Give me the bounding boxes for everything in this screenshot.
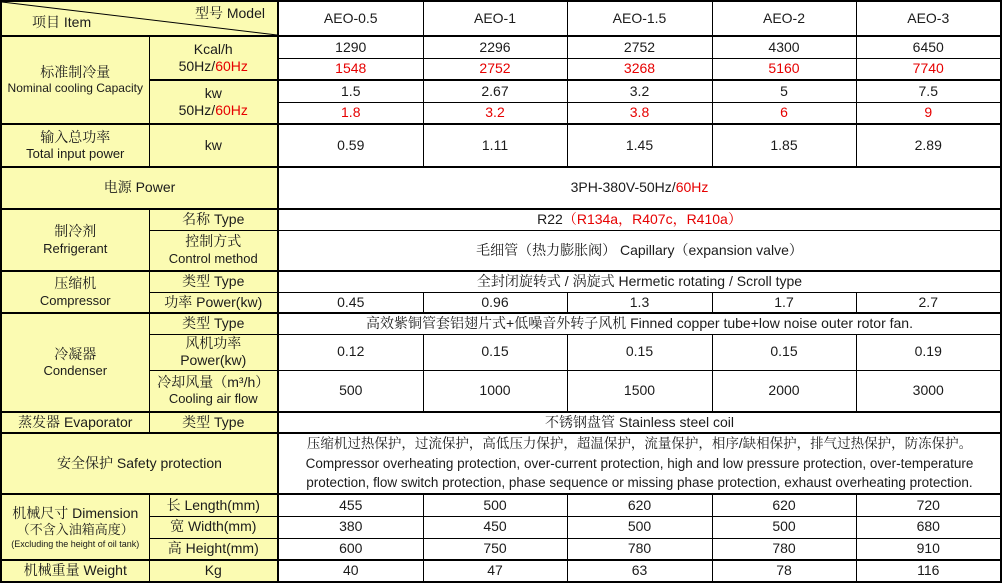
label-power-supply: 电源 Power	[1, 167, 278, 209]
row-evaporator	[1, 412, 1001, 433]
label-dimension-cn: 机械尺寸 Dimension	[12, 504, 139, 521]
kcal-freq	[152, 58, 276, 76]
value-cell: 2000	[712, 370, 856, 412]
row-weight	[1, 560, 1001, 582]
value-cell: 2.67	[423, 80, 567, 102]
value-cell-60hz: 1.8	[278, 102, 423, 124]
value-cell: 1.85	[712, 124, 856, 167]
value-cell: 4300	[712, 36, 856, 58]
value-cell: 1290	[278, 36, 423, 58]
value-cell-60hz: 5160	[712, 58, 856, 80]
label-condenser-type: 类型 Type	[149, 313, 278, 334]
value-cell-60hz: 7740	[856, 58, 1001, 80]
label-safety: 安全保护 Safety protection	[1, 433, 278, 494]
kcal-unit: Kcal/h	[193, 40, 233, 57]
value-cell: 0.15	[712, 334, 856, 370]
value-cell: 63	[567, 560, 712, 582]
safety-text-en: Compressor overheating protection, over-current protection, high and low pressure protection, over-temperature protection, flow switch protection, phase sequence or missing phase protection, exhaust overheating protection.	[305, 455, 974, 491]
label-refrigerant-en: Refrigerant	[43, 240, 108, 256]
label-compressor-type: 类型 Type	[149, 271, 278, 292]
row-air-flow	[1, 370, 1001, 412]
label-control-method	[149, 230, 278, 271]
row-refrigerant-name	[1, 209, 1001, 230]
value-cell: 380	[278, 516, 423, 538]
value-cell: 600	[278, 538, 423, 560]
label-input-power-unit: kw	[149, 124, 278, 167]
value-cell: 116	[856, 560, 1001, 582]
value-cell: 450	[423, 516, 567, 538]
row-kcal-50hz	[1, 36, 1001, 58]
label-kcal-unit	[149, 36, 278, 80]
row-width	[1, 516, 1001, 538]
freq-50hz: 50Hz/	[178, 102, 216, 118]
row-input-power	[1, 124, 1001, 167]
value-control-method: 毛细管（热力膨胀阀） Capillary（expansion valve）	[278, 230, 1001, 271]
value-cell: 78	[712, 560, 856, 582]
label-air-flow-en: Cooling air flow	[168, 391, 258, 407]
label-length: 长 Length(mm)	[149, 494, 278, 516]
label-refrigerant-cn: 制冷剂	[54, 223, 97, 240]
kw-unit: kw	[204, 84, 222, 101]
model-header-aeo-1.5: AEO-1.5	[567, 1, 712, 36]
value-compressor-type: 全封闭旋转式 / 涡旋式 Hermetic rotating / Scroll type	[278, 271, 1001, 292]
label-air-flow-cn: 冷却风量（m³/h）	[157, 373, 270, 390]
value-cell-60hz: 2752	[423, 58, 567, 80]
label-dimension-note-en: (Excluding the height of oil tank)	[11, 538, 140, 549]
value-cell: 750	[423, 538, 567, 560]
label-air-flow	[149, 370, 278, 412]
value-cell: 1.45	[567, 124, 712, 167]
value-cell: 6450	[856, 36, 1001, 58]
value-cell-60hz: 3268	[567, 58, 712, 80]
value-cell-60hz: 9	[856, 102, 1001, 124]
value-cell: 0.12	[278, 334, 423, 370]
value-cell: 720	[856, 494, 1001, 516]
power-supply-50hz: 3PH-380V-50Hz/	[570, 179, 676, 196]
value-cell-60hz: 6	[712, 102, 856, 124]
power-supply-60hz: 60Hz	[675, 179, 709, 196]
label-cooling-cn: 标准制冷量	[40, 63, 111, 80]
refrigerant-r22: R22	[537, 211, 563, 227]
label-input-power	[1, 124, 149, 167]
label-height: 高 Height(mm)	[149, 538, 278, 560]
kw-freq	[152, 102, 276, 120]
value-cell: 620	[712, 494, 856, 516]
value-cell: 780	[712, 538, 856, 560]
label-fan-power: 风机功率 Power(kw)	[149, 334, 278, 370]
freq-60hz: 60Hz	[215, 102, 248, 118]
label-evaporator: 蒸发器 Evaporator	[1, 412, 149, 433]
label-evaporator-type: 类型 Type	[149, 412, 278, 433]
model-header-label: 型号 Model	[194, 5, 265, 21]
label-control-cn: 控制方式	[185, 233, 242, 250]
value-cell: 0.45	[278, 292, 423, 313]
label-control-en: Control method	[168, 250, 258, 266]
value-cell-60hz: 3.8	[567, 102, 712, 124]
model-header-aeo-3: AEO-3	[856, 1, 1001, 36]
value-cell: 2.89	[856, 124, 1001, 167]
model-header-aeo-0.5: AEO-0.5	[278, 1, 423, 36]
label-kw-unit	[149, 80, 278, 124]
value-cell: 680	[856, 516, 1001, 538]
value-cell: 5	[712, 80, 856, 102]
label-cooling-capacity	[1, 36, 149, 124]
label-compressor-cn: 压缩机	[54, 275, 97, 292]
row-compressor-type	[1, 271, 1001, 292]
row-condenser-type	[1, 313, 1001, 334]
item-header-label: 项目 Item	[32, 13, 92, 30]
label-refrigerant-name: 名称 Type	[149, 209, 278, 230]
value-cell: 40	[278, 560, 423, 582]
value-cell: 7.5	[856, 80, 1001, 102]
safety-text-cn: 压缩机过热保护，过流保护，高低压力保护，超温保护，流量保护，相序/缺相保护，排气过热保护，防冻保护。	[306, 436, 973, 452]
value-cell: 500	[278, 370, 423, 412]
value-cell: 0.96	[423, 292, 567, 313]
value-refrigerant-name	[278, 209, 1001, 230]
value-cell: 1.5	[278, 80, 423, 102]
value-cell: 0.19	[856, 334, 1001, 370]
value-cell: 910	[856, 538, 1001, 560]
row-safety	[1, 433, 1001, 494]
label-cooling-en: Nominal cooling Capacity	[7, 81, 143, 96]
model-header-aeo-2: AEO-2	[712, 1, 856, 36]
label-input-power-cn: 输入总功率	[40, 128, 111, 145]
label-condenser	[1, 313, 149, 412]
row-compressor-power	[1, 292, 1001, 313]
value-cell: 1000	[423, 370, 567, 412]
value-cell: 500	[567, 516, 712, 538]
label-dimension-note-cn: （不含入油箱高度）	[16, 522, 134, 538]
label-width: 宽 Width(mm)	[149, 516, 278, 538]
value-power-supply	[278, 167, 1001, 209]
value-cell: 3000	[856, 370, 1001, 412]
value-cell: 2.7	[856, 292, 1001, 313]
row-control-method	[1, 230, 1001, 271]
label-weight: 机械重量 Weight	[1, 560, 149, 582]
value-cell: 620	[567, 494, 712, 516]
value-cell-60hz: 3.2	[423, 102, 567, 124]
row-kw-50hz	[1, 80, 1001, 102]
row-power-supply	[1, 167, 1001, 209]
label-dimension	[1, 494, 149, 560]
freq-50hz: 50Hz/	[178, 58, 216, 74]
value-cell-60hz: 1548	[278, 58, 423, 80]
value-cell: 0.59	[278, 124, 423, 167]
row-fan-power	[1, 334, 1001, 370]
value-cell: 3.2	[567, 80, 712, 102]
freq-60hz: 60Hz	[215, 58, 248, 74]
value-evaporator: 不锈钢盘管 Stainless steel coil	[278, 412, 1001, 433]
value-cell: 500	[712, 516, 856, 538]
label-condenser-cn: 冷凝器	[54, 345, 97, 362]
label-weight-unit: Kg	[149, 560, 278, 582]
value-cell: 1.11	[423, 124, 567, 167]
value-cell: 2296	[423, 36, 567, 58]
header-row	[1, 1, 1001, 36]
value-cell: 47	[423, 560, 567, 582]
value-cell: 1500	[567, 370, 712, 412]
value-cell: 1.7	[712, 292, 856, 313]
row-height	[1, 538, 1001, 560]
label-input-power-en: Total input power	[26, 146, 125, 162]
value-cell: 780	[567, 538, 712, 560]
label-compressor-en: Compressor	[39, 292, 111, 308]
value-cell: 0.15	[423, 334, 567, 370]
value-cell: 500	[423, 494, 567, 516]
value-condenser-type: 高效紫铜管套铝翅片式+低噪音外转子风机 Finned copper tube+low noise outer rotor fan.	[278, 313, 1001, 334]
value-cell: 0.15	[567, 334, 712, 370]
corner-header-cell	[1, 1, 278, 36]
value-cell: 455	[278, 494, 423, 516]
label-compressor	[1, 271, 149, 313]
refrigerant-alternatives: （R134a，R407c，R410a）	[562, 211, 742, 227]
label-compressor-power: 功率 Power(kw)	[149, 292, 278, 313]
model-header-aeo-1: AEO-1	[423, 1, 567, 36]
row-length	[1, 494, 1001, 516]
label-refrigerant	[1, 209, 149, 271]
value-safety	[278, 433, 1001, 494]
label-condenser-en: Condenser	[43, 363, 108, 379]
value-cell: 2752	[567, 36, 712, 58]
value-cell: 1.3	[567, 292, 712, 313]
